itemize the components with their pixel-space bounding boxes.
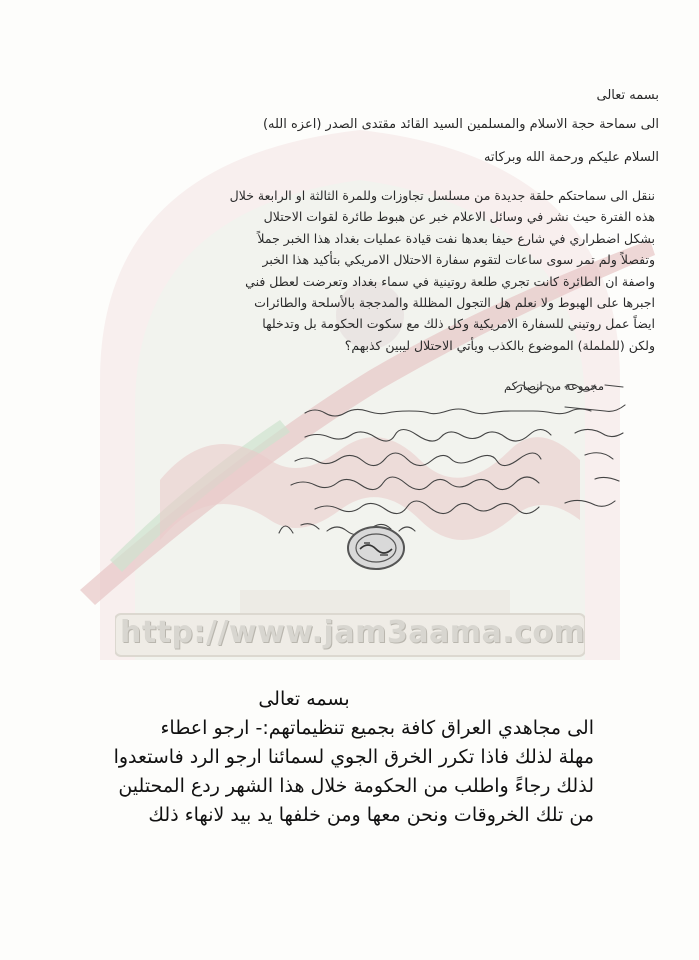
transcript-line: مهلة لذلك فاذا تكرر الخرق الجوي لسمائنا ارجو الرد فاستعدوا xyxy=(113,746,594,768)
transcript-line: الى مجاهدي العراق كافة بجميع تنظيماتهم:- ارجو اعطاء xyxy=(160,717,594,739)
letter-body-line: ولكن (للململة) الموضوع بالكذب ويأتي الاحتلال ليبين كذبهم؟ xyxy=(344,337,655,353)
transcript-line: من تلك الخروقات ونحن معها ومن خلفها يد بيد لانهاء ذلك xyxy=(148,804,594,826)
letter-body-line: بشكل اضطراري في شارع حيفا بعدها نفت قيادة عمليات بغداد هذا الخبر جملاً xyxy=(257,230,655,246)
letter-greeting: السلام عليكم ورحمة الله وبركاته xyxy=(483,150,659,165)
letter-body-line: واصفة ان الطائرة كانت تجري طلعة روتينية في سماء بغداد وتعرضت لعطل فني xyxy=(245,273,655,289)
letter-body xyxy=(77,185,655,356)
seal-stamp xyxy=(346,525,406,571)
letter-body-line: اجبرها على الهبوط ولا نعلم هل التجول المظللة والمدججة بالأسلحة والطائرات xyxy=(254,295,655,311)
letter-body-line: هذه الفترة حيث نشر في وسائل الاعلام خبر عن هبوط طائرة لقوات الاحتلال xyxy=(263,209,655,225)
transcript-line: بسمه تعالى xyxy=(258,688,350,710)
letter-addressee: الى سماحة حجة الاسلام والمسلمين السيد القائد مقتدى الصدر (اعزه الله) xyxy=(262,117,659,132)
letter-basmala: بسمه تعالى xyxy=(596,88,659,103)
watermark-url: http://www.jam3aama.com xyxy=(120,615,586,650)
transcript-line: لذلك رجاءً واطلب من الحكومة خلال هذا الشهر ردع المحتلين xyxy=(118,775,594,797)
letter-signature: مجموعة من انصاركم xyxy=(504,379,604,393)
letter-body-line: وتفصلاً ولم تمر سوى ساعات لتقوم سفارة الاحتلال الامريكي بتأكيد هذا الخبر xyxy=(262,252,655,268)
letter-body-line: ايضاً عمل روتيني للسفارة الامريكية وكل ذلك مع سكوت الحكومة بل وتدخلها xyxy=(262,316,655,332)
letter-body-line: ننقل الى سماحتكم حلقة جديدة من مسلسل تجاوزات وللمرة الثالثة او الرابعة خلال xyxy=(229,188,655,203)
handwritten-note xyxy=(265,375,635,555)
handwriting-transcript xyxy=(74,685,594,830)
